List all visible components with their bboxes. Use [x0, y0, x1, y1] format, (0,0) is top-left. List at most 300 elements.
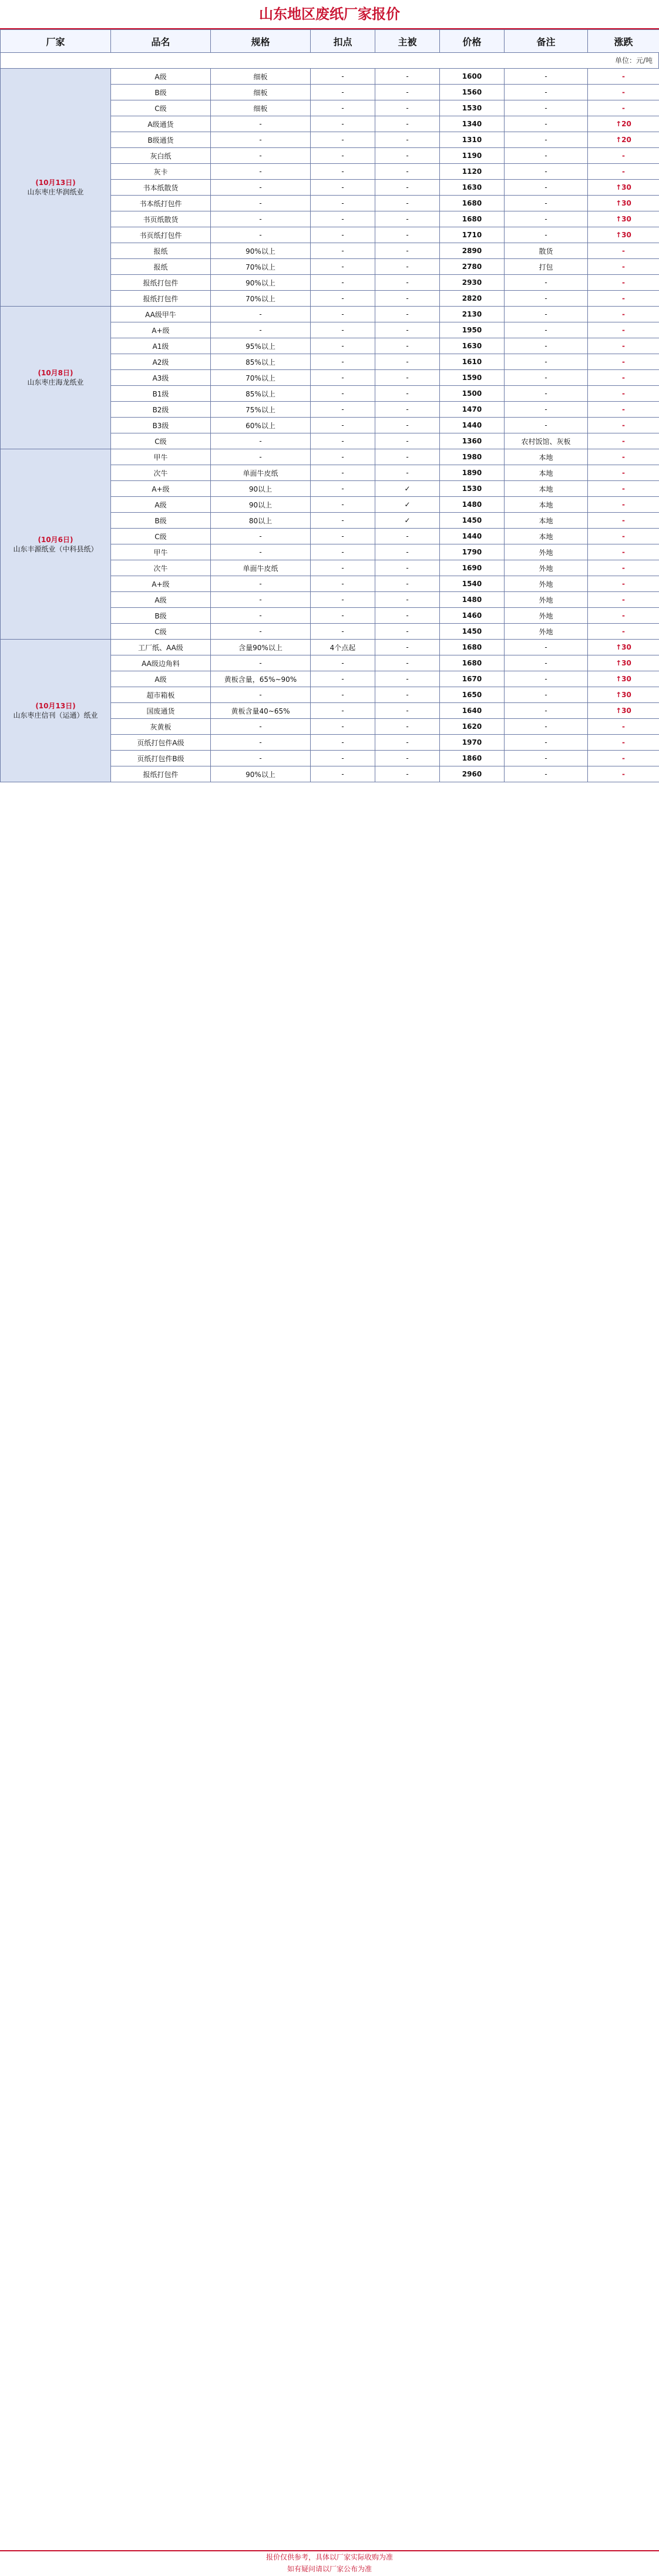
cell-spec: - [211, 544, 311, 560]
cell-main: - [375, 243, 440, 259]
cell-deduct: - [311, 402, 375, 418]
cell-price: 1680 [440, 211, 505, 227]
cell-main: - [375, 703, 440, 719]
cell-note: - [505, 354, 588, 370]
cell-deduct: - [311, 497, 375, 513]
cell-deduct: 4个点起 [311, 640, 375, 655]
mill-name: 山东丰源纸业（中科县纸） [13, 544, 98, 553]
cell-price: 1500 [440, 386, 505, 402]
cell-item: C级 [111, 529, 211, 544]
cell-note: - [505, 180, 588, 196]
cell-spec: - [211, 180, 311, 196]
mill-cell [1, 307, 111, 449]
cell-change: - [588, 164, 659, 180]
cell-main: ✓ [375, 513, 440, 529]
cell-deduct: - [311, 243, 375, 259]
cell-note: - [505, 386, 588, 402]
cell-spec: 70%以上 [211, 370, 311, 386]
cell-price: 1440 [440, 418, 505, 433]
cell-item: 页纸打包件A级 [111, 735, 211, 751]
cell-note: - [505, 148, 588, 164]
cell-price: 2130 [440, 307, 505, 322]
cell-price: 2780 [440, 259, 505, 275]
cell-change: - [588, 402, 659, 418]
cell-spec: - [211, 735, 311, 751]
cell-main: - [375, 386, 440, 402]
cell-spec: - [211, 449, 311, 465]
cell-main: ✓ [375, 497, 440, 513]
cell-change: - [588, 322, 659, 338]
mill-cell [1, 69, 111, 307]
cell-change: ↑30 [588, 671, 659, 687]
cell-spec: 90%以上 [211, 766, 311, 782]
cell-change: ↑20 [588, 132, 659, 148]
mill-name: 山东枣庄华润纸业 [27, 188, 84, 196]
cell-item: B级 [111, 513, 211, 529]
cell-deduct: - [311, 354, 375, 370]
cell-spec: 90以上 [211, 481, 311, 497]
cell-note: - [505, 275, 588, 291]
cell-price: 1670 [440, 671, 505, 687]
cell-note: - [505, 307, 588, 322]
cell-note: - [505, 751, 588, 766]
cell-main: - [375, 719, 440, 735]
cell-deduct: - [311, 322, 375, 338]
cell-change: - [588, 735, 659, 751]
cell-spec: 95%以上 [211, 338, 311, 354]
cell-note: - [505, 116, 588, 132]
cell-note: - [505, 291, 588, 307]
page-title: 山东地区废纸厂家报价 [0, 0, 659, 29]
cell-deduct: - [311, 671, 375, 687]
cell-spec: - [211, 227, 311, 243]
cell-change: - [588, 85, 659, 100]
cell-main: - [375, 529, 440, 544]
price-table [0, 68, 659, 782]
cell-main: - [375, 100, 440, 116]
header-change: 涨跌 [588, 30, 659, 53]
cell-change: - [588, 418, 659, 433]
cell-price: 1120 [440, 164, 505, 180]
cell-spec: - [211, 592, 311, 608]
cell-spec: - [211, 719, 311, 735]
cell-note: 散货 [505, 243, 588, 259]
cell-main: - [375, 433, 440, 449]
cell-note: - [505, 338, 588, 354]
cell-change: - [588, 291, 659, 307]
cell-deduct: - [311, 148, 375, 164]
cell-deduct: - [311, 449, 375, 465]
cell-price: 1970 [440, 735, 505, 751]
table-row [1, 307, 659, 322]
cell-note: - [505, 418, 588, 433]
cell-item: 灰黄板 [111, 719, 211, 735]
cell-note: - [505, 703, 588, 719]
cell-item: 甲牛 [111, 544, 211, 560]
cell-note: 农村饭馆、灰板 [505, 433, 588, 449]
cell-item: A+级 [111, 576, 211, 592]
mill-cell [1, 640, 111, 782]
cell-spec: - [211, 322, 311, 338]
cell-price: 1680 [440, 196, 505, 211]
cell-item: B1级 [111, 386, 211, 402]
cell-change: - [588, 338, 659, 354]
cell-item: A+级 [111, 322, 211, 338]
cell-spec: 细板 [211, 100, 311, 116]
cell-deduct: - [311, 655, 375, 671]
cell-main: - [375, 291, 440, 307]
cell-deduct: - [311, 196, 375, 211]
cell-deduct: - [311, 703, 375, 719]
cell-change: - [588, 354, 659, 370]
header-main: 主被 [375, 30, 440, 53]
cell-change: - [588, 243, 659, 259]
cell-deduct: - [311, 576, 375, 592]
cell-main: - [375, 766, 440, 782]
cell-main: - [375, 751, 440, 766]
cell-main: - [375, 449, 440, 465]
header-spec: 规格 [211, 30, 311, 53]
cell-note: 外地 [505, 608, 588, 624]
cell-spec: 黄板含量40~65% [211, 703, 311, 719]
cell-deduct: - [311, 259, 375, 275]
cell-change: - [588, 544, 659, 560]
cell-item: AA级边角料 [111, 655, 211, 671]
cell-deduct: - [311, 164, 375, 180]
cell-item: 报纸打包件 [111, 275, 211, 291]
cell-main: - [375, 655, 440, 671]
cell-main: - [375, 592, 440, 608]
cell-note: - [505, 655, 588, 671]
cell-spec: - [211, 608, 311, 624]
cell-change: ↑30 [588, 180, 659, 196]
cell-main: - [375, 354, 440, 370]
cell-note: - [505, 211, 588, 227]
cell-item: 次牛 [111, 465, 211, 481]
cell-main: - [375, 148, 440, 164]
cell-spec: - [211, 751, 311, 766]
cell-note: 外地 [505, 544, 588, 560]
cell-deduct: - [311, 100, 375, 116]
cell-change: - [588, 608, 659, 624]
cell-spec: 70%以上 [211, 259, 311, 275]
header-deduct: 扣点 [311, 30, 375, 53]
cell-spec: - [211, 529, 311, 544]
cell-note: - [505, 687, 588, 703]
cell-main: - [375, 116, 440, 132]
cell-spec: 60%以上 [211, 418, 311, 433]
cell-item: A级 [111, 671, 211, 687]
cell-price: 1530 [440, 481, 505, 497]
cell-main: - [375, 227, 440, 243]
cell-price: 1450 [440, 513, 505, 529]
cell-note: - [505, 69, 588, 85]
cell-spec: 85%以上 [211, 354, 311, 370]
cell-price: 1890 [440, 465, 505, 481]
cell-spec: 80以上 [211, 513, 311, 529]
cell-deduct: - [311, 386, 375, 402]
cell-price: 1310 [440, 132, 505, 148]
cell-main: - [375, 608, 440, 624]
cell-item: A+级 [111, 481, 211, 497]
table-row [1, 449, 659, 465]
cell-item: A级 [111, 497, 211, 513]
cell-spec: - [211, 624, 311, 640]
cell-price: 2930 [440, 275, 505, 291]
mill-date: (10月8日) [38, 369, 73, 377]
table-row [1, 640, 659, 655]
cell-item: 报纸打包件 [111, 291, 211, 307]
cell-item: 页纸打包件B级 [111, 751, 211, 766]
cell-main: - [375, 465, 440, 481]
cell-main: - [375, 544, 440, 560]
cell-spec: 细板 [211, 85, 311, 100]
cell-item: A级 [111, 592, 211, 608]
cell-deduct: - [311, 544, 375, 560]
cell-note: 本地 [505, 513, 588, 529]
cell-deduct: - [311, 418, 375, 433]
cell-price: 1630 [440, 338, 505, 354]
cell-deduct: - [311, 132, 375, 148]
cell-note: 本地 [505, 497, 588, 513]
cell-price: 1610 [440, 354, 505, 370]
cell-price: 2890 [440, 243, 505, 259]
cell-deduct: - [311, 85, 375, 100]
cell-note: 打包 [505, 259, 588, 275]
table-header [0, 29, 659, 53]
cell-price: 1640 [440, 703, 505, 719]
header-note: 备注 [505, 30, 588, 53]
cell-change: - [588, 307, 659, 322]
cell-deduct: - [311, 719, 375, 735]
cell-change: - [588, 751, 659, 766]
cell-note: - [505, 370, 588, 386]
cell-main: - [375, 687, 440, 703]
cell-spec: 70%以上 [211, 291, 311, 307]
cell-item: A3级 [111, 370, 211, 386]
cell-change: - [588, 433, 659, 449]
cell-item: 甲牛 [111, 449, 211, 465]
cell-item: C级 [111, 433, 211, 449]
cell-main: - [375, 338, 440, 354]
header-item: 品名 [111, 30, 211, 53]
cell-deduct: - [311, 180, 375, 196]
cell-item: A级 [111, 69, 211, 85]
cell-price: 1620 [440, 719, 505, 735]
cell-change: - [588, 370, 659, 386]
cell-note: 本地 [505, 449, 588, 465]
cell-main: - [375, 671, 440, 687]
cell-price: 1460 [440, 608, 505, 624]
cell-price: 1680 [440, 640, 505, 655]
cell-item: 书本纸散货 [111, 180, 211, 196]
cell-note: - [505, 322, 588, 338]
cell-change: - [588, 386, 659, 402]
cell-deduct: - [311, 481, 375, 497]
mill-name: 山东枣庄海龙纸业 [27, 378, 84, 386]
cell-change: - [588, 259, 659, 275]
cell-spec: 细板 [211, 69, 311, 85]
cell-change: - [588, 560, 659, 576]
cell-main: - [375, 180, 440, 196]
cell-main: - [375, 370, 440, 386]
cell-deduct: - [311, 751, 375, 766]
footer [0, 2550, 659, 2576]
cell-change: - [588, 465, 659, 481]
cell-main: - [375, 735, 440, 751]
unit-label: 单位：元/吨 [0, 53, 659, 68]
cell-note: - [505, 735, 588, 751]
cell-main: - [375, 307, 440, 322]
cell-note: - [505, 164, 588, 180]
cell-change: ↑30 [588, 227, 659, 243]
cell-item: A1级 [111, 338, 211, 354]
cell-note: - [505, 85, 588, 100]
cell-spec: 90%以上 [211, 243, 311, 259]
cell-item: B级 [111, 85, 211, 100]
cell-spec: 90以上 [211, 497, 311, 513]
cell-deduct: - [311, 116, 375, 132]
cell-item: 报纸 [111, 243, 211, 259]
cell-change: ↑30 [588, 703, 659, 719]
cell-note: 外地 [505, 560, 588, 576]
cell-main: - [375, 640, 440, 655]
cell-deduct: - [311, 687, 375, 703]
cell-main: - [375, 69, 440, 85]
cell-deduct: - [311, 529, 375, 544]
cell-change: ↑30 [588, 211, 659, 227]
cell-deduct: - [311, 307, 375, 322]
cell-spec: 黄板含量，65%~90% [211, 671, 311, 687]
cell-item: 超市箱板 [111, 687, 211, 703]
cell-main: - [375, 211, 440, 227]
cell-deduct: - [311, 735, 375, 751]
cell-change: ↑30 [588, 655, 659, 671]
header-price: 价格 [440, 30, 505, 53]
cell-deduct: - [311, 560, 375, 576]
cell-change: - [588, 624, 659, 640]
cell-deduct: - [311, 227, 375, 243]
cell-spec: 75%以上 [211, 402, 311, 418]
cell-change: - [588, 766, 659, 782]
cell-deduct: - [311, 465, 375, 481]
cell-item: A2级 [111, 354, 211, 370]
cell-change: - [588, 481, 659, 497]
cell-main: - [375, 402, 440, 418]
cell-item: 书本纸打包件 [111, 196, 211, 211]
cell-item: B级 [111, 608, 211, 624]
cell-spec: - [211, 148, 311, 164]
cell-price: 1860 [440, 751, 505, 766]
cell-main: - [375, 560, 440, 576]
cell-note: - [505, 402, 588, 418]
cell-spec: - [211, 687, 311, 703]
cell-spec: - [211, 307, 311, 322]
cell-deduct: - [311, 370, 375, 386]
cell-change: - [588, 497, 659, 513]
cell-change: - [588, 148, 659, 164]
cell-price: 1450 [440, 624, 505, 640]
cell-main: - [375, 132, 440, 148]
table-row [1, 69, 659, 85]
cell-price: 1950 [440, 322, 505, 338]
cell-spec: - [211, 132, 311, 148]
cell-note: 本地 [505, 529, 588, 544]
cell-deduct: - [311, 513, 375, 529]
cell-change: - [588, 592, 659, 608]
cell-price: 1560 [440, 85, 505, 100]
cell-item: 国废通货 [111, 703, 211, 719]
cell-item: A级通货 [111, 116, 211, 132]
cell-price: 1340 [440, 116, 505, 132]
cell-item: B2级 [111, 402, 211, 418]
cell-note: - [505, 196, 588, 211]
cell-note: - [505, 766, 588, 782]
cell-change: - [588, 529, 659, 544]
cell-price: 1480 [440, 497, 505, 513]
cell-main: - [375, 164, 440, 180]
cell-change: - [588, 449, 659, 465]
cell-price: 1790 [440, 544, 505, 560]
cell-deduct: - [311, 275, 375, 291]
cell-price: 1440 [440, 529, 505, 544]
cell-item: 书页纸打包件 [111, 227, 211, 243]
cell-deduct: - [311, 766, 375, 782]
cell-spec: - [211, 576, 311, 592]
cell-price: 1680 [440, 655, 505, 671]
cell-change: - [588, 275, 659, 291]
cell-main: - [375, 196, 440, 211]
cell-price: 1630 [440, 180, 505, 196]
cell-price: 2820 [440, 291, 505, 307]
cell-deduct: - [311, 211, 375, 227]
cell-change: - [588, 69, 659, 85]
cell-item: 书页纸散货 [111, 211, 211, 227]
cell-note: - [505, 227, 588, 243]
cell-spec: - [211, 211, 311, 227]
cell-price: 1650 [440, 687, 505, 703]
footer-line-2: 如有疑问请以厂家公布为准 [287, 2565, 372, 2573]
cell-note: - [505, 640, 588, 655]
cell-note: - [505, 671, 588, 687]
cell-price: 1360 [440, 433, 505, 449]
cell-spec: - [211, 116, 311, 132]
header-manufacturer: 厂家 [1, 30, 111, 53]
cell-change: - [588, 100, 659, 116]
cell-spec: 单面牛皮纸 [211, 560, 311, 576]
cell-item: 灰白纸 [111, 148, 211, 164]
cell-price: 1480 [440, 592, 505, 608]
cell-spec: - [211, 433, 311, 449]
cell-main: - [375, 259, 440, 275]
cell-deduct: - [311, 592, 375, 608]
cell-main: - [375, 85, 440, 100]
cell-item: AA级甲牛 [111, 307, 211, 322]
cell-spec: - [211, 655, 311, 671]
cell-price: 1600 [440, 69, 505, 85]
cell-main: - [375, 418, 440, 433]
mill-name: 山东枣庄信刊（运通）纸业 [13, 711, 98, 719]
cell-deduct: - [311, 608, 375, 624]
cell-deduct: - [311, 291, 375, 307]
cell-item: C级 [111, 624, 211, 640]
cell-note: 外地 [505, 576, 588, 592]
cell-price: 2960 [440, 766, 505, 782]
cell-spec: - [211, 196, 311, 211]
cell-main: - [375, 275, 440, 291]
cell-item: B3级 [111, 418, 211, 433]
cell-price: 1190 [440, 148, 505, 164]
